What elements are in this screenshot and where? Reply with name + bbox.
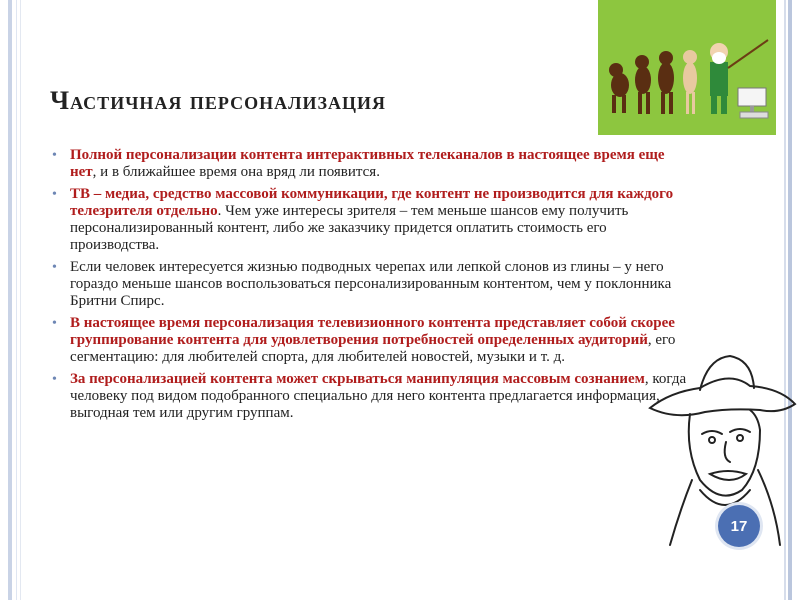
list-item: • В настоящее время персонализация телевизионного контента представляет собой скорее группирование контента для удовлетворения потребностей определенных аудиторий, его сегментацию: для любителей спорта, для любителей новостей, музыки и т. д. bbox=[50, 315, 690, 366]
evolution-icon bbox=[598, 0, 776, 135]
left-frame-line bbox=[16, 0, 17, 600]
page-number-badge: 17 bbox=[718, 505, 760, 547]
cowboy-sketch-icon bbox=[630, 330, 800, 550]
slide-title: Частичная персонализация bbox=[50, 86, 387, 115]
evolution-illustration bbox=[598, 0, 776, 135]
list-item: • Если человек интересуется жизнью подводных черепах или лепкой слонов из глины – у него гораздо меньше шансов воспользоваться персонализированным контентом, чем у поклонника Бритни Спирс. bbox=[50, 259, 690, 310]
bullet-list bbox=[50, 147, 690, 427]
left-frame-bar bbox=[8, 0, 12, 600]
list-item: • Полной персонализации контента интерактивных телеканалов в настоящее время еще нет, и в ближайшее время она вряд ли появится. bbox=[50, 147, 690, 181]
list-item: • ТВ – медиа, средство массовой коммуникации, где контент не производится для каждого телезрителя отдельно. Чем уже интересы зрителя – тем меньше шансов ему получить персонализированный контент, либо же заказчику придется оплатить стоимость его производства. bbox=[50, 186, 690, 254]
list-item: • За персонализацией контента может скрываться манипуляция массовым сознанием, когда человеку под видом подобранного специально для него контента предлагается информация, выгодная тем или другим группам. bbox=[50, 371, 690, 422]
